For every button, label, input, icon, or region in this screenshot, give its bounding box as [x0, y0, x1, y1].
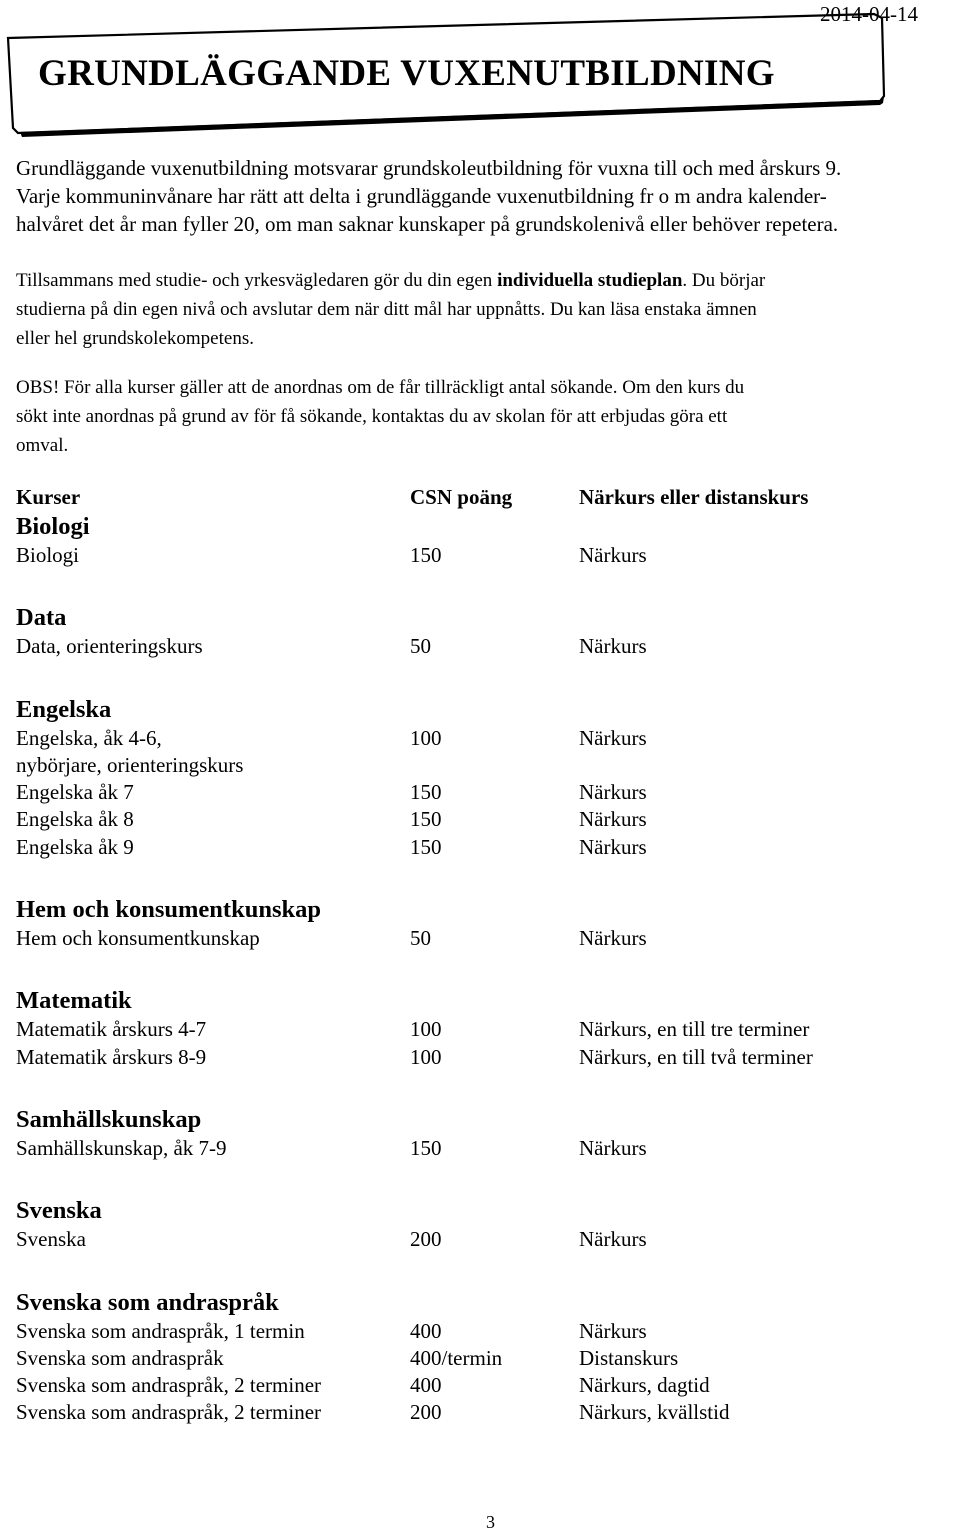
intro-line: Grundläggande vuxenutbildning motsvarar grundskoleutbildning för vuxna till och med årskurs 9. [16, 156, 842, 180]
table-row [16, 1399, 946, 1426]
page-number: 3 [486, 1512, 495, 1532]
plan-text: . Du börjar [682, 270, 766, 291]
course-type: Närkurs [579, 834, 647, 859]
table-row [16, 1016, 946, 1043]
course-name: Engelska åk 9 [16, 834, 134, 859]
category-heading: Svenska som andraspråk [16, 1288, 279, 1316]
category-heading: Data [16, 604, 67, 632]
table-row [16, 1318, 946, 1345]
obs-line: omval. [16, 435, 69, 456]
plan-line: eller hel grundskolekompetens. [16, 328, 254, 349]
course-name: Engelska åk 7 [16, 780, 134, 805]
header-courses: Kurser [16, 485, 81, 509]
course-points: 400 [410, 1318, 442, 1343]
study-plan-paragraph [16, 266, 951, 353]
course-name: Biologi [16, 543, 80, 567]
course-points: 100 [410, 725, 442, 750]
course-type: Distanskurs [579, 1345, 679, 1370]
course-name: Engelska, åk 4-6, [16, 725, 162, 750]
course-points: 100 [410, 1044, 442, 1069]
plan-text: Tillsammans med studie- och yrkesvägledaren gör du din egen [16, 270, 498, 291]
spacer [16, 1162, 946, 1195]
course-points: 150 [410, 543, 442, 567]
course-points: 150 [410, 780, 442, 805]
course-points: 100 [410, 1017, 442, 1042]
table-row [16, 1372, 946, 1399]
obs-line: sökt inte anordnas på grund av för få sökande, kontaktas du av skolan för att erbjudas göra ett [16, 406, 728, 427]
table-row [16, 542, 946, 569]
course-type: Närkurs, en till två terminer [579, 1044, 813, 1069]
title-banner [0, 0, 900, 145]
course-name: Hem och konsumentkunskap [16, 926, 260, 951]
table-row [16, 925, 946, 952]
spacer [16, 861, 946, 894]
category-heading: Biologi [16, 513, 90, 540]
header-csn-points: CSN poäng [410, 485, 513, 509]
obs-paragraph [16, 373, 951, 460]
spacer [16, 661, 946, 694]
course-name: Svenska som andraspråk, 2 terminer [16, 1373, 322, 1398]
course-points: 50 [410, 926, 431, 951]
course-type: Närkurs [579, 725, 647, 750]
table-row [16, 834, 946, 861]
category-heading: Samhällskunskap [16, 1105, 202, 1133]
spacer [16, 952, 946, 985]
intro-line: Varje kommuninvånare har rätt att delta i grundläggande vuxenutbildning fr o m andra kalender- [16, 184, 827, 208]
course-points: 50 [410, 634, 431, 659]
course-name: Matematik årskurs 8-9 [16, 1044, 207, 1069]
course-type: Närkurs, dagtid [579, 1373, 710, 1398]
course-type: Närkurs [579, 1318, 647, 1343]
course-points: 150 [410, 834, 442, 859]
course-type: Närkurs [579, 634, 647, 659]
course-type: Närkurs [579, 926, 647, 951]
spacer [16, 1254, 946, 1287]
course-points: 200 [410, 1227, 442, 1252]
course-name: Data, orienteringskurs [16, 634, 203, 659]
intro-line: halvåret det år man fyller 20, om man saknar kunskaper på grundskolenivå eller behöver repetera. [16, 212, 839, 236]
category-heading: Matematik [16, 987, 132, 1015]
category-heading: Svenska [16, 1197, 102, 1225]
course-type: Närkurs [579, 807, 647, 832]
study-plan-emphasis: individuella studieplan [497, 270, 683, 291]
course-name: Engelska åk 8 [16, 807, 134, 832]
category-heading: Engelska [16, 695, 112, 723]
course-name: Svenska som andraspråk, 1 termin [16, 1318, 305, 1343]
course-type: Närkurs, en till tre terminer [579, 1017, 810, 1042]
course-name: Svenska som andraspråk, 2 terminer [16, 1400, 322, 1425]
course-type: Närkurs [579, 1135, 647, 1160]
table-row [16, 1135, 946, 1162]
table-row [16, 1345, 946, 1372]
plan-line [16, 266, 951, 295]
course-points: 400 [410, 1373, 442, 1398]
header-course-type: Närkurs eller distanskurs [579, 485, 809, 509]
course-type: Närkurs [579, 1227, 647, 1252]
table-row [16, 633, 946, 660]
course-name: Matematik årskurs 4-7 [16, 1017, 207, 1042]
table-row [16, 752, 946, 779]
course-name: Svenska [16, 1227, 86, 1252]
course-points: 200 [410, 1400, 442, 1425]
course-type: Närkurs [579, 780, 647, 805]
plan-line: studierna på din egen nivå och avslutar dem när ditt mål har uppnåtts. Du kan läsa enstaka ämnen [16, 299, 757, 320]
page-title: GRUNDLÄGGANDE VUXENUTBILDNING [38, 53, 775, 94]
course-points: 150 [410, 1135, 442, 1160]
course-points: 400/termin [410, 1345, 503, 1370]
table-row [16, 806, 946, 833]
table-row [16, 725, 946, 752]
table-row [16, 779, 946, 806]
course-name: Svenska som andraspråk [16, 1345, 224, 1370]
category-heading: Hem och konsumentkunskap [16, 896, 321, 924]
course-type: Närkurs [579, 543, 647, 567]
obs-line: OBS! För alla kurser gäller att de anordnas om de får tillräckligt antal sökande. Om den kurs du [16, 377, 745, 398]
course-table [16, 484, 946, 1427]
course-type: Närkurs, kvällstid [579, 1400, 730, 1425]
course-name: nybörjare, orienteringskurs [16, 752, 244, 777]
table-row [16, 1044, 946, 1071]
course-points: 150 [410, 807, 442, 832]
spacer [16, 1071, 946, 1104]
table-row [16, 1226, 946, 1253]
spacer [16, 569, 946, 602]
course-name: Samhällskunskap, åk 7-9 [16, 1135, 227, 1160]
document-date: 2014-04-14 [820, 2, 918, 26]
table-header-row [16, 484, 946, 511]
intro-paragraph [16, 154, 951, 238]
